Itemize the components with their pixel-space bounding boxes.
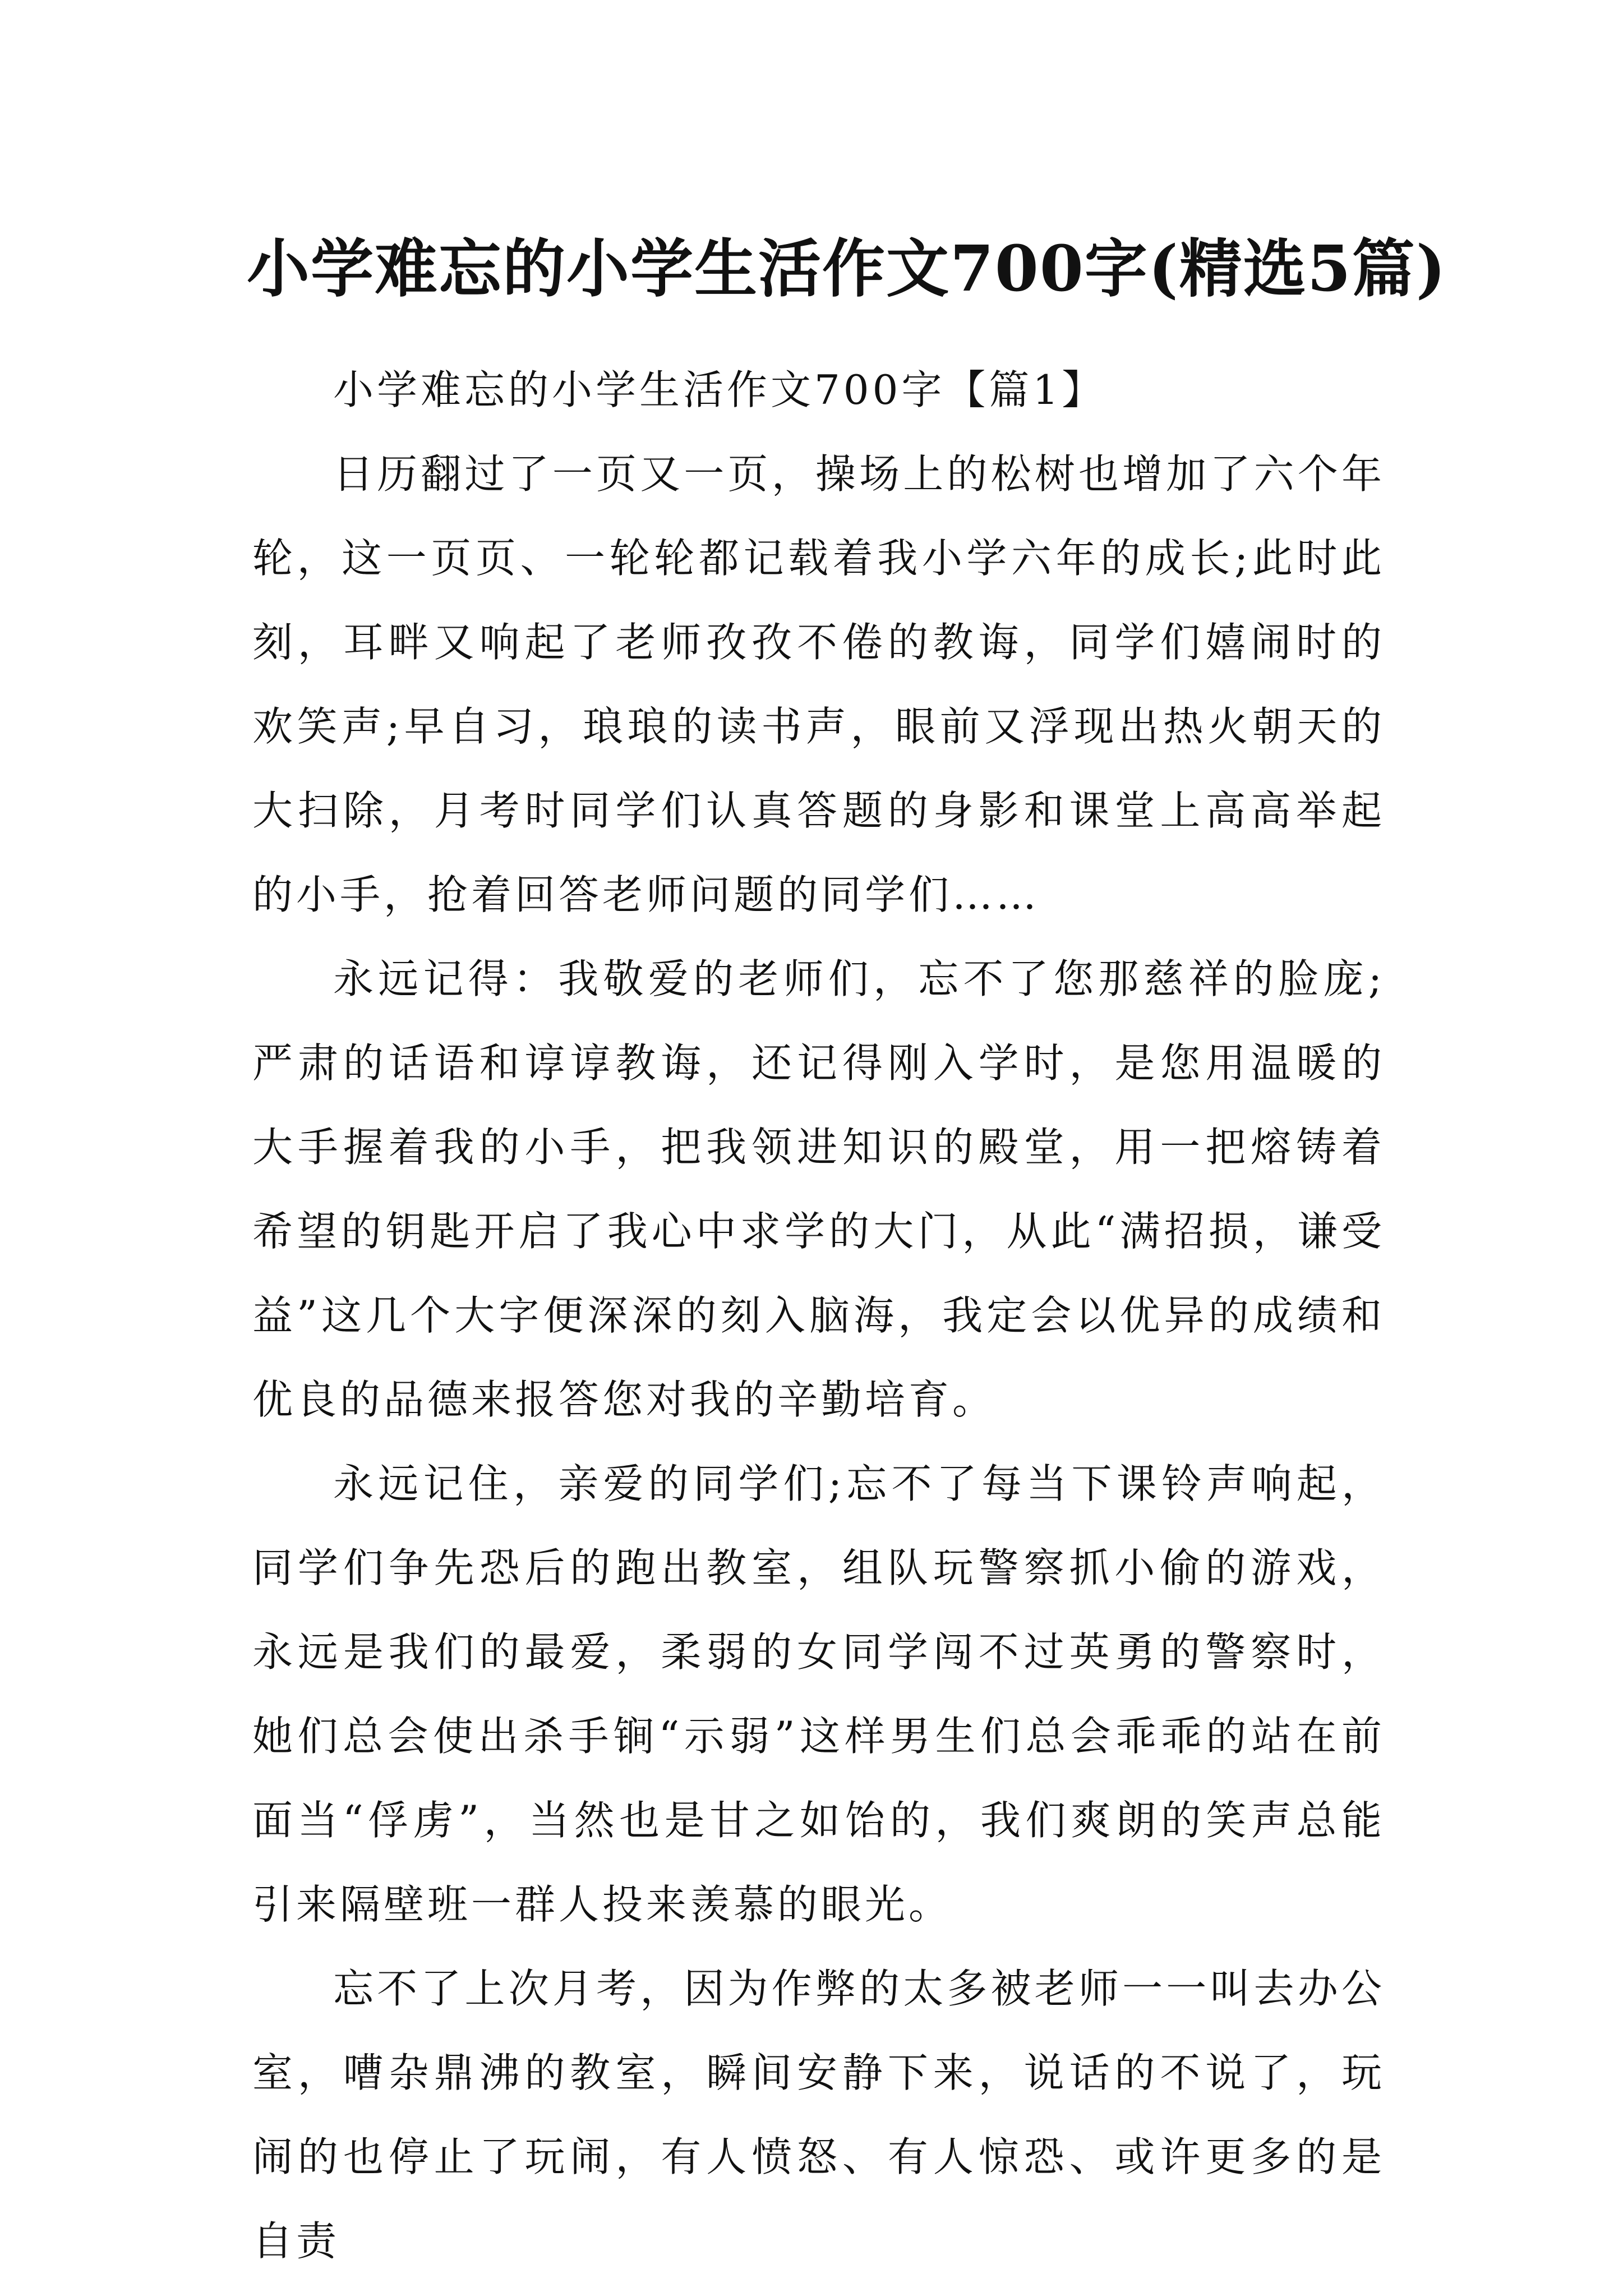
section-heading: 小学难忘的小学生活作文700字【篇1】	[333, 366, 1106, 413]
paragraph-4: 忘不了上次月考，因为作弊的太多被老师一一叫去办公室，嘈杂鼎沸的教室，瞬间安静下来，说话的不说了，玩闹的也停止了玩闹，有人愤怒、有人惊恐、或许更多的是自责	[252, 1965, 1385, 2265]
paragraph-2: 永远记得：我敬爱的老师们，忘不了您那慈祥的脸庞;严肃的话语和谆谆教诲，还记得刚入学时，是您用温暖的大手握着我的小手，把我领进知识的殿堂，用一把熔铸着希望的钥匙开启了我心中求学的大门，从此“满招损，谦受益”这几个大字便深深的刻入脑海，我定会以优异的成绩和优良的品德来报答您对我的辛勤培育。	[252, 955, 1385, 1423]
document-title: 小学难忘的小学生活作文700字(精选5篇)	[247, 232, 1447, 306]
document-body	[252, 348, 1385, 2283]
paragraph-1: 日历翻过了一页又一页，操场上的松树也增加了六个年轮，这一页页、一轮轮都记载着我小学六年的成长;此时此刻，耳畔又响起了老师孜孜不倦的教诲，同学们嬉闹时的欢笑声;早自习，琅琅的读书声，眼前又浮现出热火朝天的大扫除，月考时同学们认真答题的身影和课堂上高高举起的小手，抢着回答老师问题的同学们……	[252, 450, 1385, 918]
paragraph-3: 永远记住，亲爱的同学们;忘不了每当下课铃声响起，同学们争先恐后的跑出教室，组队玩警察抓小偷的游戏，永远是我们的最爱，柔弱的女同学闯不过英勇的警察时，她们总会使出杀手锏“示弱”这样男生们总会乖乖的站在前面当“俘虏”，当然也是甘之如饴的，我们爽朗的笑声总能引来隔壁班一群人投来羡慕的眼光。	[252, 1460, 1385, 1928]
